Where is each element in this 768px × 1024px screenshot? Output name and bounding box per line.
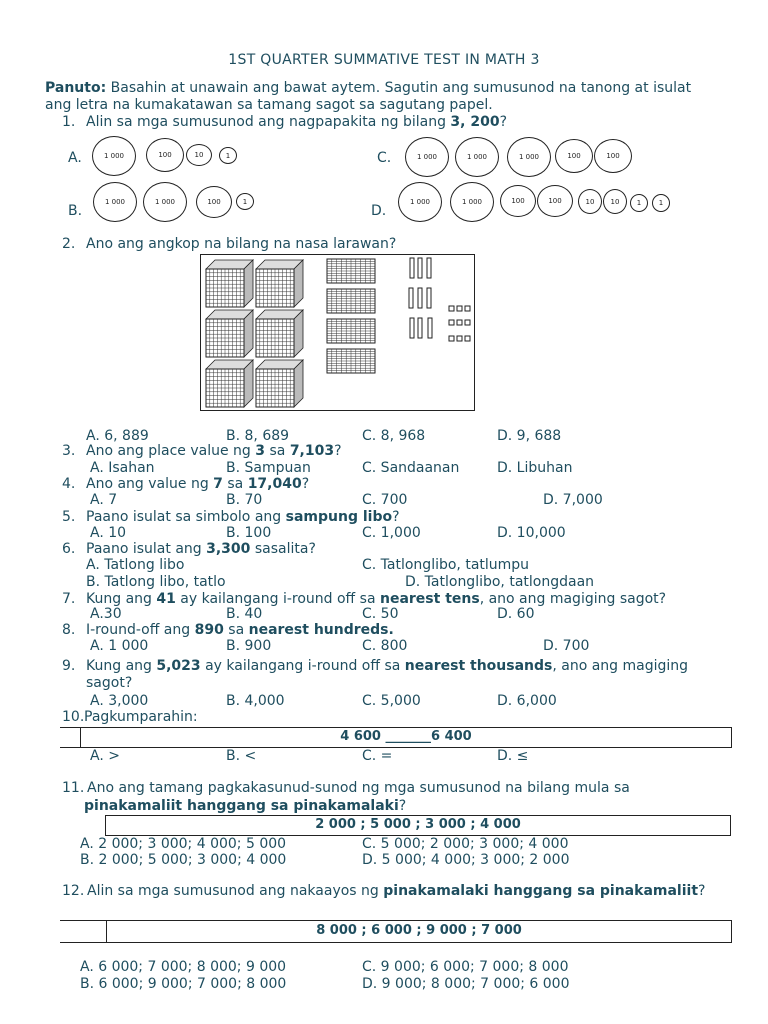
ten-rod <box>418 258 422 278</box>
q5-option-b: B. 100 <box>226 525 272 541</box>
q12-option-d: D. 9 000; 8 000; 7 000; 6 000 <box>362 976 570 992</box>
one-unit <box>465 336 470 341</box>
q1-option-b-letter: B. <box>68 203 83 219</box>
coin-icon: 10 <box>186 144 212 166</box>
q11-option-b: B. 2 000; 5 000; 3 000; 4 000 <box>80 852 287 868</box>
q11-option-d: D. 5 000; 4 000; 3 000; 2 000 <box>362 852 570 868</box>
coin-icon: 1 <box>652 194 670 212</box>
base-ten-blocks-picture <box>200 254 475 411</box>
q5-option-c: C. 1,000 <box>362 525 421 541</box>
q1-option-a-letter: A. <box>68 150 82 166</box>
ten-rod <box>428 318 432 338</box>
q9-number: 9. <box>62 658 76 674</box>
q11-question-line1: Ano ang tamang pagkakasunud-sunod ng mga sumusunod na bilang mula sa <box>87 780 630 796</box>
q6-option-b: B. Tatlong libo, tatlo <box>86 574 226 590</box>
one-unit <box>465 306 470 311</box>
q12-option-c: C. 9 000; 6 000; 7 000; 8 000 <box>362 959 569 975</box>
q4-option-d: D. 7,000 <box>543 492 603 508</box>
q9-option-c: C. 5,000 <box>362 693 421 709</box>
q2-option-d: D. 9, 688 <box>497 428 562 444</box>
coin-icon: 1 <box>236 193 254 210</box>
q2-option-b: B. 8, 689 <box>226 428 290 444</box>
q9-option-a: A. 3,000 <box>90 693 149 709</box>
coin-icon: 100 <box>196 186 232 218</box>
q9-question: Kung ang 5,023 ay kailangang i-round off sa nearest thousands, ano ang magiging <box>86 658 689 674</box>
q11-option-a: A. 2 000; 3 000; 4 000; 5 000 <box>80 836 287 852</box>
q10-option-b: B. < <box>226 748 257 764</box>
q8-option-b: B. 900 <box>226 638 272 654</box>
q5-option-d: D. 10,000 <box>497 525 566 541</box>
q1-number: 1. <box>62 114 76 130</box>
q4-question: Ano ang value ng 7 sa 17,040? <box>86 476 310 492</box>
q10-question: Pagkumparahin: <box>84 709 198 725</box>
q4-option-c: C. 700 <box>362 492 408 508</box>
q7-question: Kung ang 41 ay kailangang i-round off sa nearest tens, ano ang magiging sagot? <box>86 591 667 607</box>
q6-option-d: D. Tatlonglibo, tatlongdaan <box>405 574 595 590</box>
q1-question: Alin sa mga sumusunod ang nagpapakita ng bilang 3, 200? <box>86 114 508 130</box>
ten-rod <box>427 258 431 278</box>
ten-rod <box>410 258 414 278</box>
q3-option-c: C. Sandaanan <box>362 460 460 476</box>
one-unit <box>457 320 462 325</box>
q5-question: Paano isulat sa simbolo ang sampung libo? <box>86 509 400 525</box>
q4-number: 4. <box>62 476 76 492</box>
coin-icon: 100 <box>500 185 536 217</box>
q2-question: Ano ang angkop na bilang na nasa larawan? <box>86 236 397 252</box>
base-ten-blocks-drawing <box>201 255 476 412</box>
coin-icon: 100 <box>537 185 573 217</box>
q9-option-d: D. 6,000 <box>497 693 557 709</box>
q3-option-a: A. Isahan <box>90 460 155 476</box>
q4-option-b: B. 70 <box>226 492 263 508</box>
q8-option-a: A. 1 000 <box>90 638 149 654</box>
q12-option-b: B. 6 000; 9 000; 7 000; 8 000 <box>80 976 287 992</box>
coin-icon: 1 000 <box>92 136 136 176</box>
q12-question: Alin sa mga sumusunod ang nakaayos ng pinakamalaki hanggang sa pinakamaliit? <box>87 883 706 899</box>
q4-option-a: A. 7 <box>90 492 118 508</box>
q12-option-a: A. 6 000; 7 000; 8 000; 9 000 <box>80 959 287 975</box>
one-unit <box>449 320 454 325</box>
q2-option-c: C. 8, 968 <box>362 428 426 444</box>
q3-question: Ano ang place value ng 3 sa 7,103? <box>86 443 342 459</box>
instructions-text1: Basahin at unawain ang bawat aytem. Sagutin ang sumusunod na tanong at isulat <box>106 80 692 96</box>
q3-option-b: B. Sampuan <box>226 460 311 476</box>
coin-icon: 1 000 <box>93 182 137 222</box>
q5-number: 5. <box>62 509 76 525</box>
ten-rod <box>418 318 422 338</box>
q7-option-a: A.30 <box>90 606 122 622</box>
q10-comparison: 4 600 _______6 400 <box>340 729 472 744</box>
coin-icon: 1 <box>630 194 648 212</box>
page-title: 1ST QUARTER SUMMATIVE TEST IN MATH 3 <box>228 52 540 68</box>
q8-number: 8. <box>62 622 76 638</box>
coin-icon: 1 000 <box>455 137 499 177</box>
q11-question-line2: pinakamaliit hanggang sa pinakamalaki? <box>84 798 407 814</box>
q8-option-d: D. 700 <box>543 638 590 654</box>
q10-number: 10. <box>62 709 85 725</box>
q11-number-set: 2 000 ; 5 000 ; 3 000 ; 4 000 <box>315 817 521 832</box>
coin-icon: 1 <box>219 147 237 164</box>
q7-number: 7. <box>62 591 76 607</box>
q2-option-a: A. 6, 889 <box>86 428 149 444</box>
q5-option-a: A. 10 <box>90 525 127 541</box>
ten-rod <box>427 288 431 308</box>
one-unit <box>449 336 454 341</box>
q7-option-c: C. 50 <box>362 606 399 622</box>
coin-icon: 10 <box>578 189 602 214</box>
q9-option-b: B. 4,000 <box>226 693 285 709</box>
q8-option-c: C. 800 <box>362 638 408 654</box>
one-unit <box>449 306 454 311</box>
q12-number: 12. <box>62 883 85 899</box>
q2-number: 2. <box>62 236 76 252</box>
coin-icon: 1 000 <box>450 182 494 222</box>
q1-option-d-letter: D. <box>371 203 387 219</box>
one-unit <box>457 306 462 311</box>
q11-option-c: C. 5 000; 2 000; 3 000; 4 000 <box>362 836 569 852</box>
q6-option-a: A. Tatlong libo <box>86 557 185 573</box>
q7-option-b: B. 40 <box>226 606 263 622</box>
coin-icon: 100 <box>594 139 632 173</box>
q8-question: I-round-off ang 890 sa nearest hundreds. <box>86 622 394 638</box>
coin-icon: 10 <box>603 189 627 214</box>
q9-question-line2: sagot? <box>86 675 133 691</box>
ten-rod <box>418 288 422 308</box>
q7-option-d: D. 60 <box>497 606 535 622</box>
one-unit <box>457 336 462 341</box>
q6-number: 6. <box>62 541 76 557</box>
q3-number: 3. <box>62 443 76 459</box>
q1-option-c-letter: C. <box>377 150 392 166</box>
one-unit <box>465 320 470 325</box>
q3-option-d: D. Libuhan <box>497 460 573 476</box>
coin-icon: 100 <box>146 138 184 172</box>
instructions-label: Panuto: <box>45 80 107 96</box>
ten-rod <box>409 288 413 308</box>
q10-option-c: C. = <box>362 748 393 764</box>
coin-icon: 1 000 <box>507 137 551 177</box>
q10-option-a: A. > <box>90 748 120 764</box>
coin-icon: 100 <box>555 139 593 173</box>
q6-question: Paano isulat ang 3,300 sasalita? <box>86 541 316 557</box>
q12-number-set: 8 000 ; 6 000 ; 9 000 ; 7 000 <box>316 923 522 938</box>
coin-icon: 1 000 <box>398 182 442 222</box>
coin-icon: 1 000 <box>405 137 449 177</box>
instructions-line2: ang letra na kumakatawan sa tamang sagot sa sagutang papel. <box>45 97 493 113</box>
q10-option-d: D. ≤ <box>497 748 529 764</box>
q6-option-c: C. Tatlonglibo, tatlumpu <box>362 557 530 573</box>
coin-icon: 1 000 <box>143 182 187 222</box>
q11-number: 11. <box>62 780 85 796</box>
ten-rod <box>410 318 414 338</box>
instructions-line1 <box>45 80 691 97</box>
